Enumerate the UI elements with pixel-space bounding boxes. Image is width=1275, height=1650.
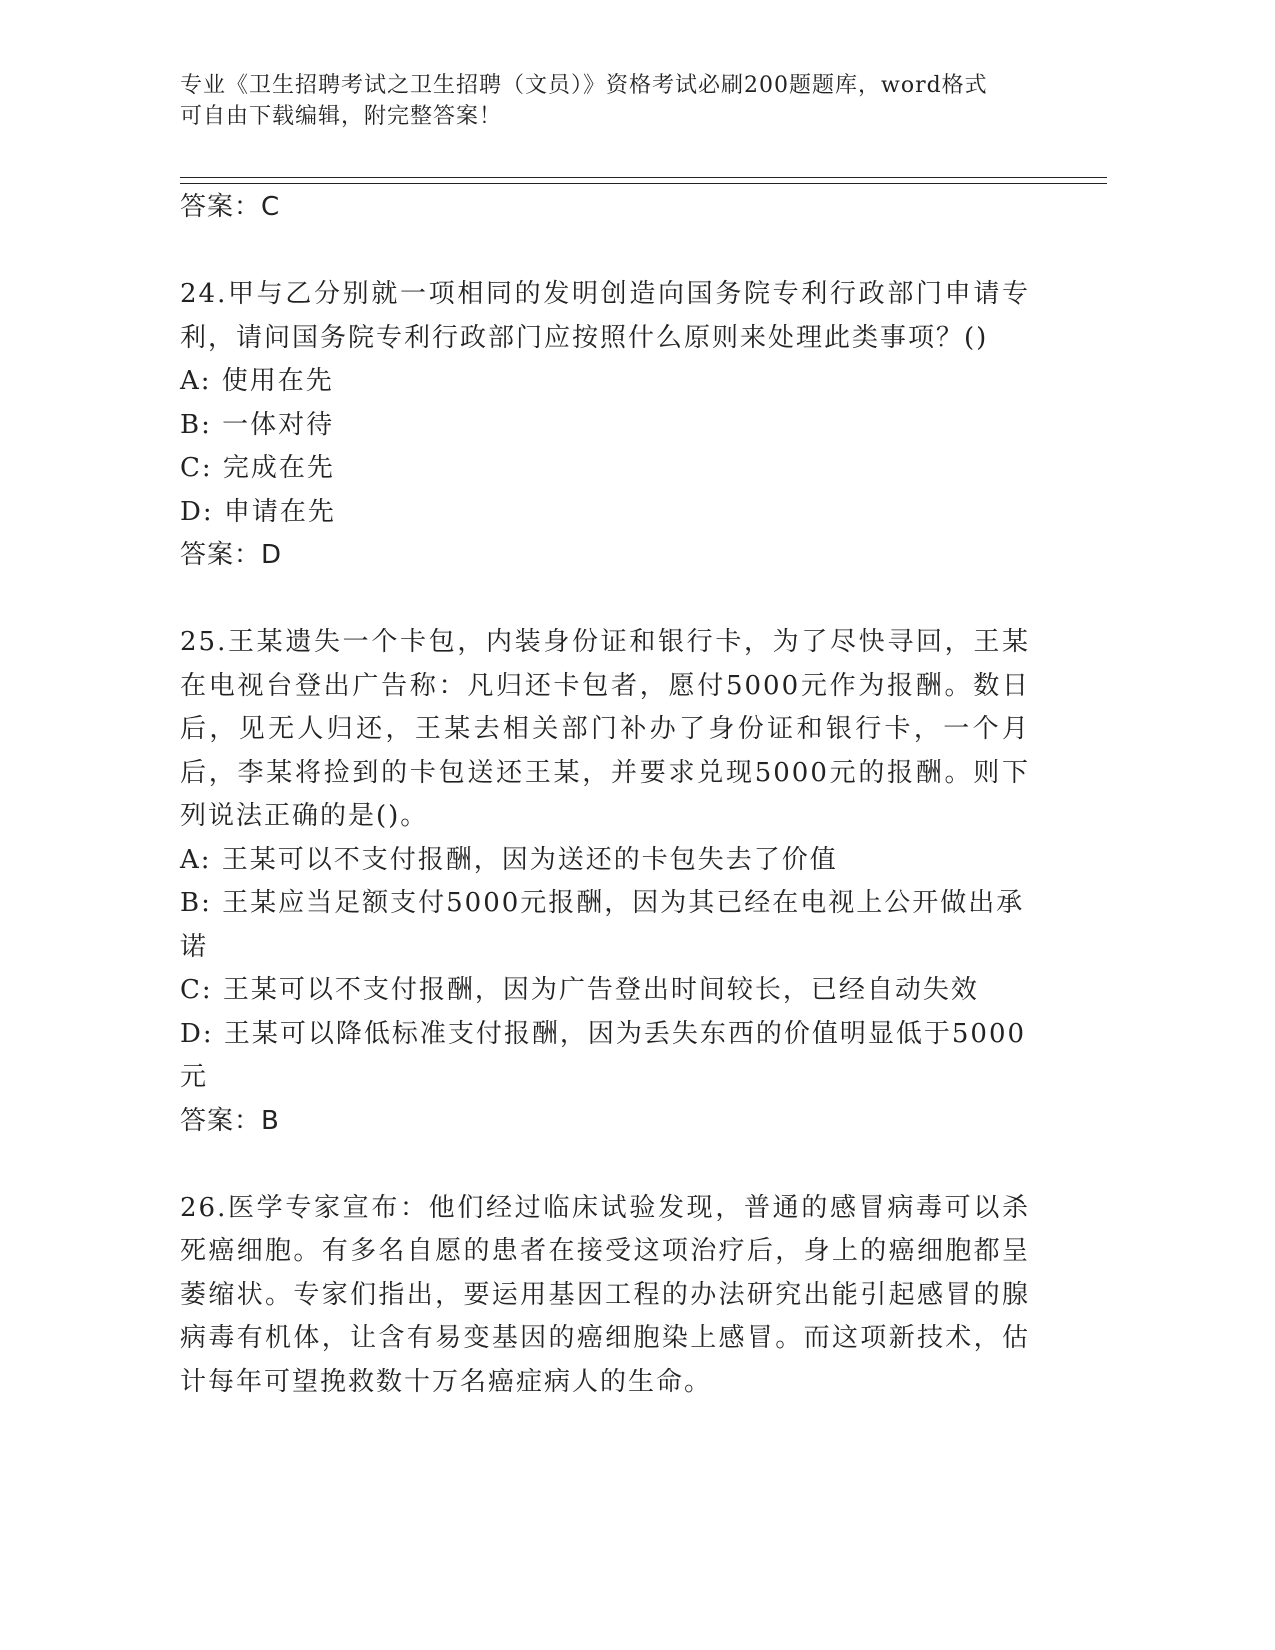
question-26: [180, 1187, 1030, 1405]
document-body: [180, 186, 1030, 1404]
question-25-answer: 答案：B: [180, 1105, 280, 1136]
question-25: [180, 621, 1030, 1143]
header-line-1: 专业《卫生招聘考试之卫生招聘（文员）》资格考试必刷200题题库，word格式: [180, 73, 988, 98]
question-25-stem: 25.王某遗失一个卡包，内装身份证和银行卡，为了尽快寻回，王某在电视台登出广告称：凡归还卡包者，愿付5000元作为报酬。数日后，见无人归还，王某去相关部门补办了身份证和银行卡，一个月后，李某将捡到的卡包送还王某，并要求兑现5000元的报酬。则下列说法正确的是()。: [180, 627, 1030, 831]
header-line-2: 可自由下载编辑，附完整答案！: [180, 104, 503, 129]
question-24: [180, 273, 1030, 578]
question-24-option-c: C: 完成在先: [180, 453, 335, 483]
question-25-option-c: C: 王某可以不支付报酬，因为广告登出时间较长，已经自动失效: [180, 975, 979, 1005]
question-24-answer: 答案：D: [180, 540, 283, 570]
header-rule-bottom: [180, 183, 1107, 184]
header-rule-top: [180, 177, 1107, 178]
question-25-option-a: A: 王某可以不支付报酬，因为送还的卡包失去了价值: [180, 844, 838, 875]
document-header: [180, 70, 1040, 132]
answer-top: 答案：C: [180, 192, 281, 222]
question-24-option-a: A: 使用在先: [180, 366, 334, 396]
question-25-option-d: D: 王某可以降低标准支付报酬，因为丢失东西的价值明显低于5000元: [180, 1018, 1027, 1092]
question-26-stem: 26.医学专家宣布：他们经过临床试验发现，普通的感冒病毒可以杀死癌细胞。有多名自愿的患者在接受这项治疗后，身上的癌细胞都呈萎缩状。专家们指出，要运用基因工程的办法研究出能引起感冒的腺病毒有机体，让含有易变基因的癌细胞染上感冒。而这项新技术，估计每年可望挽救数十万名癌症病人的生命。: [180, 1192, 1030, 1397]
question-24-option-d: D: 申请在先: [180, 496, 336, 527]
question-25-option-b: B: 王某应当足额支付5000元报酬，因为其已经在电视上公开做出承诺: [180, 888, 1025, 962]
question-24-option-b: B: 一体对待: [180, 409, 335, 440]
question-24-stem: 24.甲与乙分别就一项相同的发明创造向国务院专利行政部门申请专利，请问国务院专利行政部门应按照什么原则来处理此类事项？(): [180, 279, 1030, 353]
